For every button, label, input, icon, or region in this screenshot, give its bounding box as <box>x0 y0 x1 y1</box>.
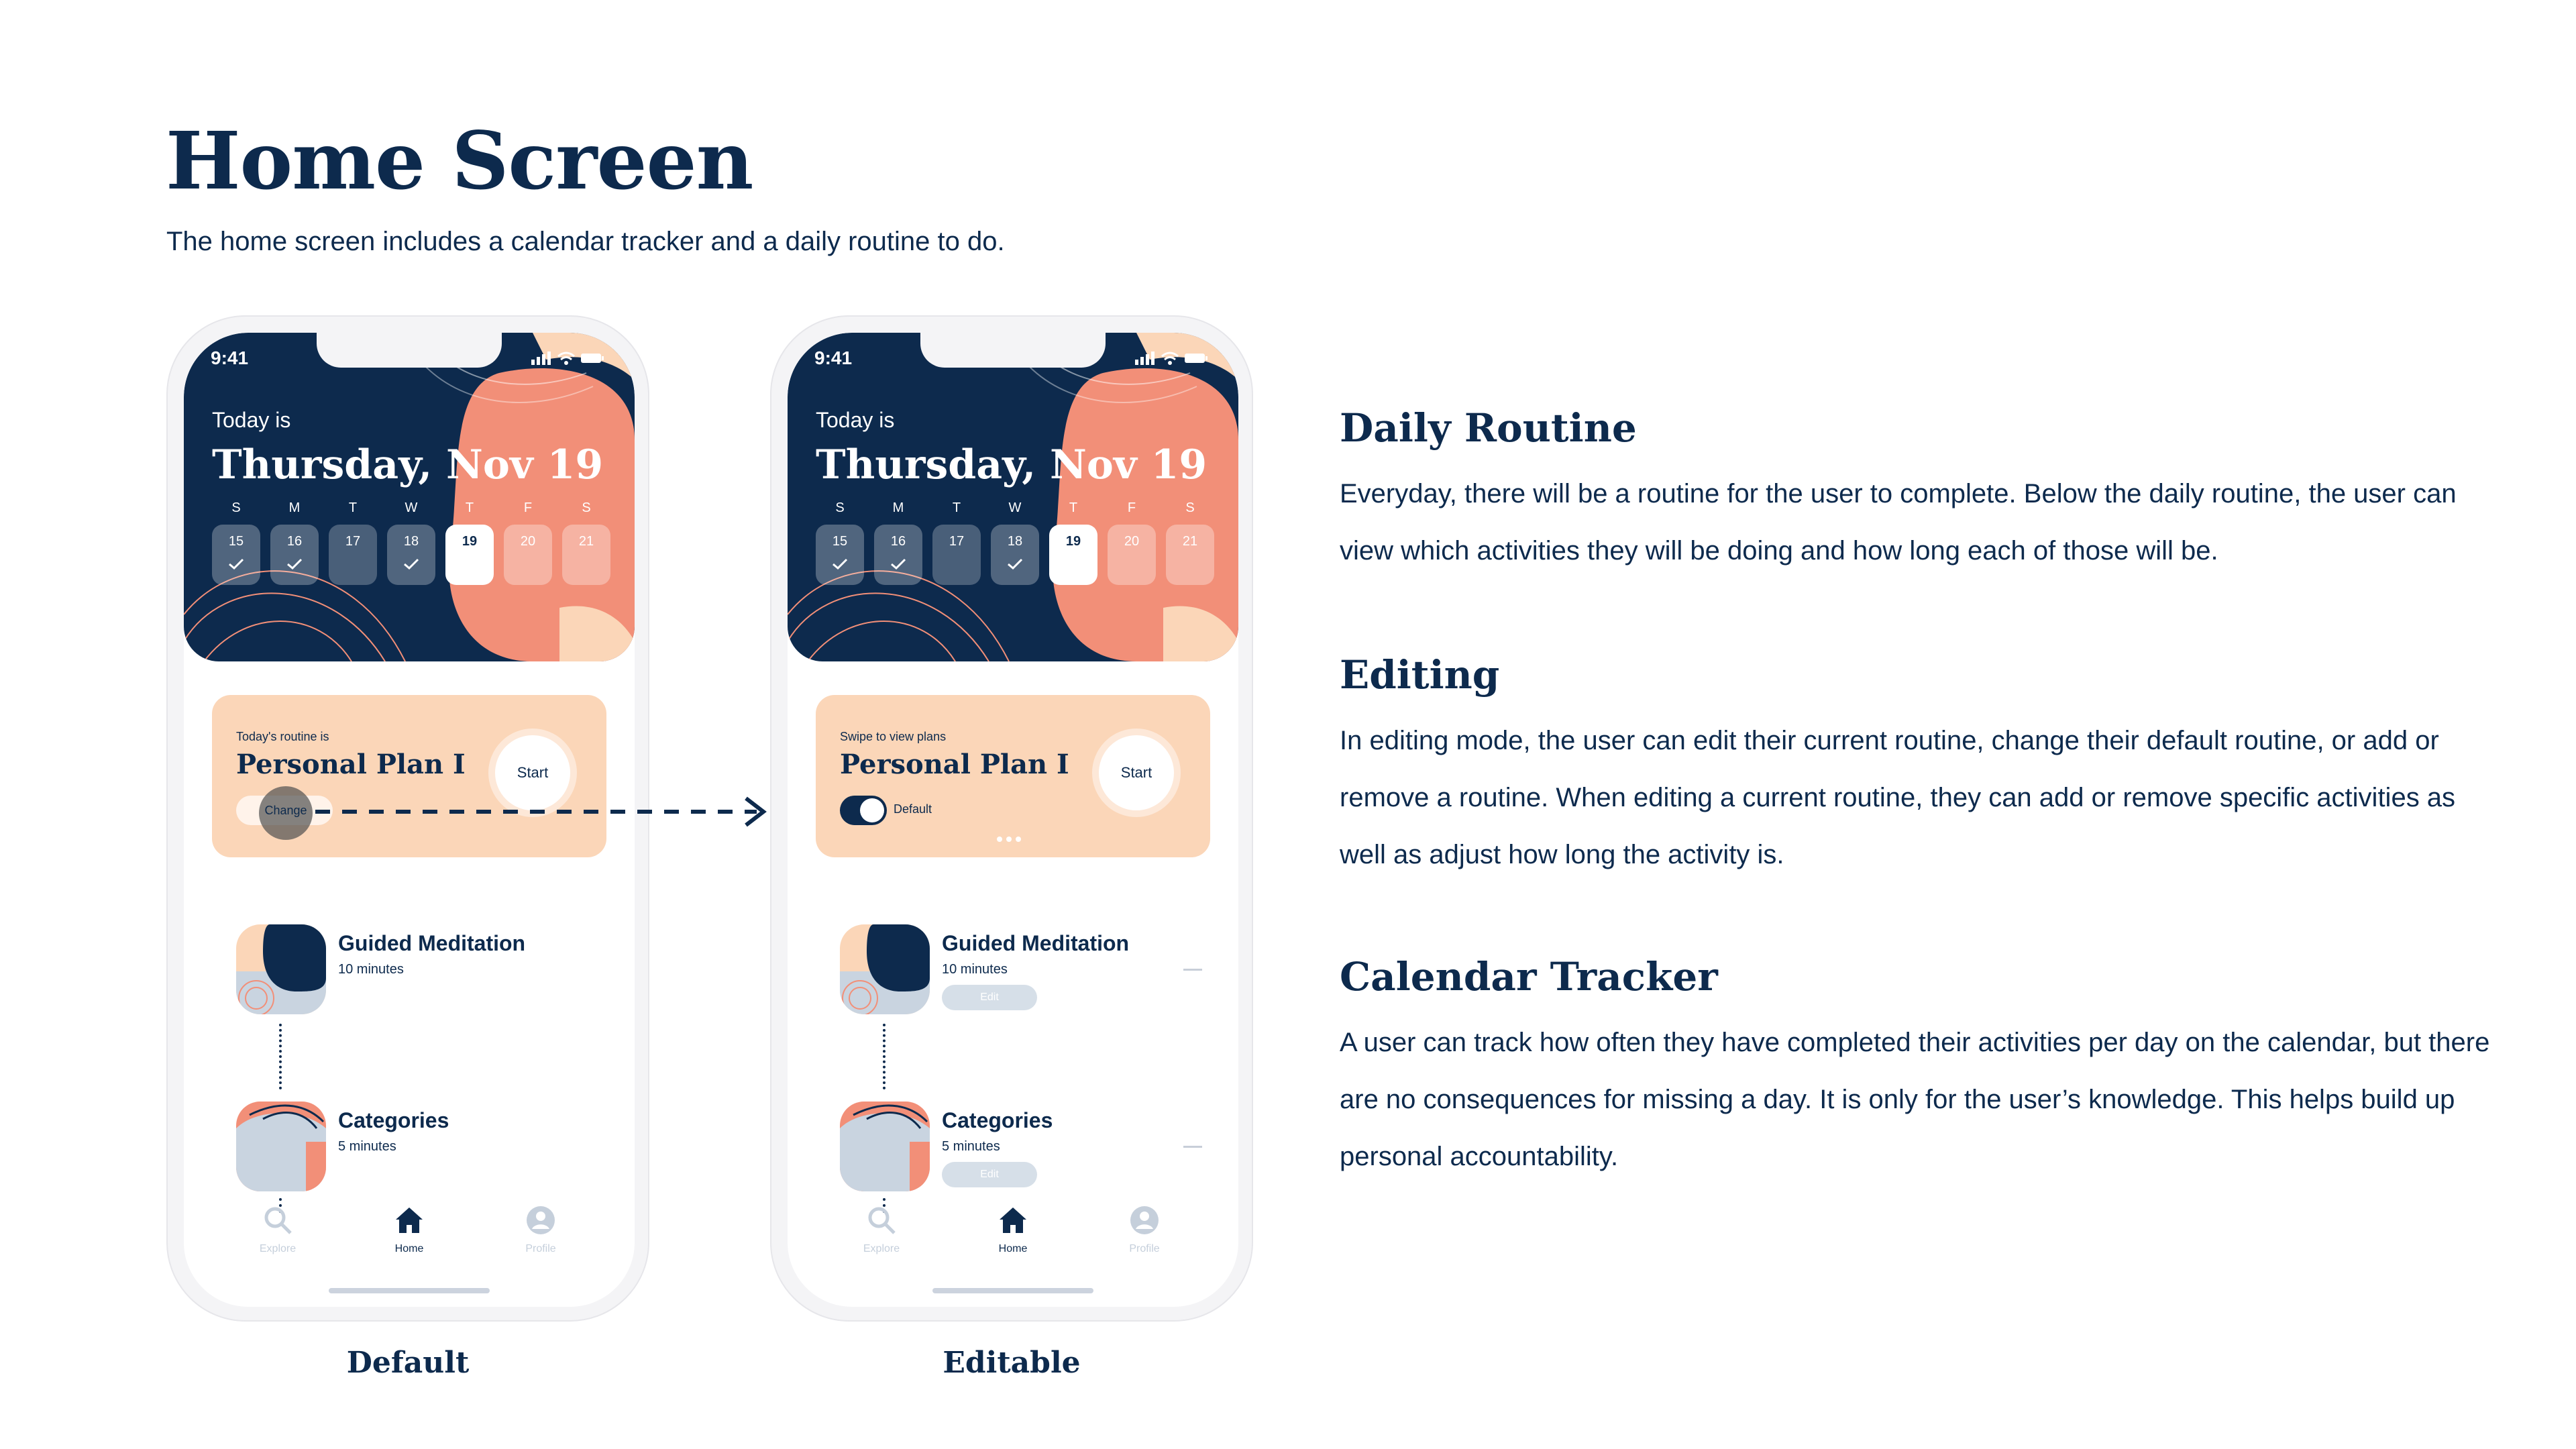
remove-activity-button[interactable] <box>1183 1146 1202 1148</box>
tab-explore[interactable] <box>828 1205 935 1255</box>
home-icon <box>998 1205 1028 1236</box>
check-icon <box>1007 558 1023 570</box>
calendar-day-cell[interactable] <box>874 525 922 585</box>
calendar-day-number: 18 <box>1007 534 1023 549</box>
calendar-day-cell[interactable] <box>212 525 260 585</box>
search-icon <box>866 1205 897 1236</box>
calendar-weekday: W <box>405 500 418 515</box>
activity-duration: 10 minutes <box>338 962 404 977</box>
calendar-day-cell[interactable] <box>932 525 981 585</box>
section-heading-editing: Editing <box>1340 652 1500 698</box>
tab-label: Home <box>394 1243 424 1254</box>
edit-button[interactable]: Edit <box>942 1162 1037 1187</box>
calendar-day-number: 17 <box>345 534 361 549</box>
plan-page-dots[interactable] <box>997 833 1037 841</box>
calendar-day-cell[interactable] <box>504 525 552 585</box>
calendar-day[interactable] <box>816 500 864 594</box>
calendar-day[interactable] <box>1166 500 1214 594</box>
calendar-day-cell[interactable] <box>270 525 319 585</box>
timeline-connector <box>279 1024 282 1089</box>
phone-notch <box>920 333 1106 368</box>
calendar-day-number: 17 <box>949 534 965 549</box>
categories-icon <box>236 1102 326 1191</box>
check-icon <box>286 558 303 570</box>
status-time: 9:41 <box>814 347 853 368</box>
calendar-day-cell[interactable] <box>329 525 377 585</box>
calendar-weekday: M <box>892 500 904 515</box>
calendar-day[interactable] <box>932 500 981 594</box>
status-time: 9:41 <box>211 347 249 368</box>
calendar-day-number: 16 <box>286 534 303 549</box>
tab-bar <box>184 1205 635 1285</box>
hero-header <box>184 333 635 661</box>
calendar-weekday: T <box>952 500 961 515</box>
remove-activity-button[interactable] <box>1183 969 1202 971</box>
calendar-weekday: M <box>288 500 301 515</box>
section-heading-daily-routine: Daily Routine <box>1340 405 1637 451</box>
section-body-calendar-tracker: A user can track how often they have completed their activities per day on the calendar, but there are no consequences for missing a day. It is only for the user’s knowledge. This helps build up personal accountability. <box>1340 1028 2490 1171</box>
start-button[interactable]: Start <box>1092 729 1181 817</box>
tab-profile[interactable] <box>1091 1205 1198 1255</box>
calendar-day-cell-today[interactable] <box>1049 525 1097 585</box>
calendar-weekday: F <box>523 500 533 515</box>
calendar-day-number: 19 <box>1065 534 1081 549</box>
calendar-weekday: S <box>231 500 241 515</box>
phone-default <box>166 315 649 1322</box>
status-icons <box>1135 350 1209 366</box>
meditation-icon <box>840 924 930 1014</box>
phone-screen <box>788 333 1238 1307</box>
routine-card[interactable] <box>212 695 606 857</box>
calendar-day-cell-today[interactable] <box>445 525 494 585</box>
signal-icon <box>531 352 551 365</box>
check-icon <box>403 558 419 570</box>
profile-icon <box>525 1205 556 1236</box>
check-icon <box>832 558 848 570</box>
calendar-day[interactable] <box>212 500 260 594</box>
home-indicator <box>329 1288 490 1293</box>
calendar-day[interactable] <box>445 500 494 594</box>
calendar-day-number: 15 <box>832 534 848 549</box>
meditation-icon <box>236 924 326 1014</box>
routine-name: Personal Plan I <box>840 749 1069 780</box>
section-body-daily-routine: Everyday, there will be a routine for the user to complete. Below the daily routine, the user can view which activities they will be doing and how long each of those will be. <box>1340 479 2457 566</box>
activity-name: Categories <box>942 1108 1053 1132</box>
tab-home[interactable] <box>356 1205 463 1255</box>
today-label: Today is <box>816 408 895 432</box>
calendar-day-number: 21 <box>578 534 594 549</box>
activity-name: Guided Meditation <box>338 931 526 955</box>
calendar-day[interactable] <box>329 500 377 594</box>
calendar-day-cell[interactable] <box>562 525 610 585</box>
calendar-weekday: S <box>582 500 591 515</box>
section-heading-calendar-tracker: Calendar Tracker <box>1340 954 1718 1000</box>
activity-name: Categories <box>338 1108 449 1132</box>
tab-label: Explore <box>259 1243 297 1254</box>
page-dot <box>1016 837 1021 842</box>
profile-icon <box>1129 1205 1160 1236</box>
activity-duration: 5 minutes <box>338 1139 396 1154</box>
routine-caption: Today's routine is <box>236 730 329 743</box>
page-dot <box>997 837 1002 842</box>
tab-profile[interactable] <box>487 1205 594 1255</box>
battery-icon <box>581 354 604 363</box>
phone-screen <box>184 333 635 1307</box>
page-subtitle: The home screen includes a calendar tracker and a daily routine to do. <box>166 227 1005 256</box>
calendar-weekday: S <box>1185 500 1195 515</box>
calendar-day-number: 19 <box>462 534 478 549</box>
calendar-day[interactable] <box>874 500 922 594</box>
today-label: Today is <box>212 408 291 432</box>
calendar-tracker <box>816 500 1214 594</box>
calendar-day-number: 20 <box>1124 534 1140 549</box>
check-icon <box>228 558 244 570</box>
activity-duration: 10 minutes <box>942 962 1008 977</box>
edit-button[interactable]: Edit <box>942 985 1037 1010</box>
calendar-day[interactable] <box>991 500 1039 594</box>
calendar-day[interactable] <box>504 500 552 594</box>
activity-name: Guided Meditation <box>942 931 1130 955</box>
activity-duration: 5 minutes <box>942 1139 1000 1154</box>
date-title: Thursday, Nov 19 <box>212 441 604 488</box>
routine-name: Personal Plan I <box>236 749 466 780</box>
change-button[interactable]: Change <box>259 786 313 840</box>
tab-explore[interactable] <box>224 1205 331 1255</box>
date-title: Thursday, Nov 19 <box>816 441 1208 488</box>
calendar-weekday: T <box>465 500 474 515</box>
calendar-day[interactable] <box>1049 500 1097 594</box>
caption-default: Default <box>346 1346 470 1380</box>
calendar-day[interactable] <box>387 500 435 594</box>
calendar-weekday: S <box>835 500 845 515</box>
calendar-day-cell[interactable] <box>387 525 435 585</box>
phone-notch <box>317 333 502 368</box>
calendar-day-cell[interactable] <box>1108 525 1156 585</box>
calendar-day-number: 16 <box>890 534 906 549</box>
hero-decoration <box>788 333 1238 661</box>
section-body-editing: In editing mode, the user can edit their current routine, change their default routine, or add or remove a routine. When editing a current routine, they can add or remove specific activities as well as adjust how long the activity is. <box>1340 726 2456 869</box>
calendar-weekday: T <box>1069 500 1078 515</box>
home-indicator <box>932 1288 1093 1293</box>
calendar-day-cell[interactable] <box>1166 525 1214 585</box>
calendar-day[interactable] <box>270 500 319 594</box>
routine-card[interactable] <box>816 695 1210 857</box>
default-toggle[interactable] <box>840 796 887 825</box>
home-icon <box>394 1205 425 1236</box>
timeline-connector <box>883 1024 885 1089</box>
battery-icon <box>1185 354 1208 363</box>
calendar-day-number: 20 <box>520 534 536 549</box>
calendar-day[interactable] <box>1108 500 1156 594</box>
hero-decoration <box>184 333 635 661</box>
calendar-day-number: 15 <box>228 534 244 549</box>
calendar-day-cell[interactable] <box>816 525 864 585</box>
calendar-day[interactable] <box>562 500 610 594</box>
tab-label: Home <box>998 1243 1028 1254</box>
check-icon <box>890 558 906 570</box>
calendar-tracker <box>212 500 610 594</box>
wifi-icon <box>1162 353 1178 365</box>
calendar-weekday: T <box>348 500 358 515</box>
calendar-day-number: 21 <box>1182 534 1198 549</box>
toggle-knob <box>860 798 884 822</box>
caption-editable: Editable <box>943 1346 1081 1380</box>
phone-editable <box>770 315 1253 1322</box>
page-dot <box>1006 837 1012 842</box>
default-toggle-label: Default <box>894 802 932 816</box>
calendar-weekday: F <box>1127 500 1136 515</box>
page-title: Home Screen <box>166 114 753 207</box>
routine-caption: Swipe to view plans <box>840 730 947 743</box>
activity-item[interactable] <box>236 924 612 1018</box>
tab-label: Explore <box>863 1243 900 1254</box>
signal-icon <box>1135 352 1155 365</box>
search-icon <box>262 1205 293 1236</box>
tab-label: Profile <box>1129 1243 1160 1254</box>
wifi-icon <box>558 353 574 365</box>
hero-header <box>788 333 1238 661</box>
calendar-day-number: 18 <box>403 534 419 549</box>
tab-label: Profile <box>525 1243 556 1254</box>
tab-home[interactable] <box>959 1205 1067 1255</box>
categories-icon <box>840 1102 930 1191</box>
activity-item[interactable] <box>840 924 1216 1018</box>
start-button[interactable]: Start <box>488 729 577 817</box>
activity-item[interactable] <box>840 1102 1216 1195</box>
calendar-weekday: W <box>1008 500 1022 515</box>
calendar-day-cell[interactable] <box>991 525 1039 585</box>
tab-bar <box>788 1205 1238 1285</box>
activity-item[interactable] <box>236 1102 612 1195</box>
status-icons <box>531 350 605 366</box>
